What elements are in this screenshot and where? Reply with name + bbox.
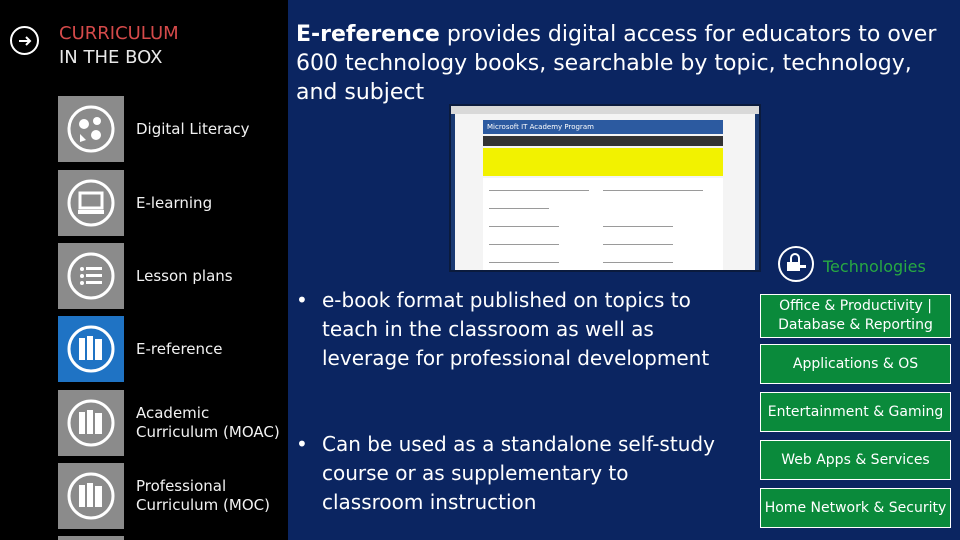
tech-button-applications-os[interactable]: Applications & OS [760, 344, 951, 384]
brand [59, 22, 179, 70]
screenshot-highlight [483, 148, 723, 176]
sidebar-tile-e-reference[interactable] [58, 316, 124, 382]
sidebar-tile-professional-curriculum[interactable] [58, 463, 124, 529]
technologies-icon [778, 246, 814, 282]
tech-button-web-apps-services[interactable]: Web Apps & Services [760, 440, 951, 480]
sidebar-item-sublabel: Curriculum (MOC) [136, 496, 270, 514]
browser-bar [451, 106, 759, 114]
books-icon [66, 471, 116, 521]
books-icon [66, 398, 116, 448]
brand-line-2: IN THE BOX [59, 47, 163, 68]
sidebar-item-label: Lesson plans [136, 267, 233, 285]
sidebar [0, 0, 288, 540]
technologies-title: Technologies [823, 257, 926, 276]
sidebar-tile-e-learning[interactable] [58, 170, 124, 236]
e-reference-screenshot [449, 104, 761, 272]
tech-button-entertainment-gaming[interactable]: Entertainment & Gaming [760, 392, 951, 432]
back-button[interactable] [10, 26, 39, 55]
screenshot-banner: Microsoft IT Academy Program [483, 120, 723, 134]
headline-bold: E-reference [296, 22, 440, 47]
arrow-right-icon [17, 33, 33, 49]
sidebar-label-academic-curriculum[interactable] [136, 404, 280, 442]
sidebar-tile-next-partial[interactable] [58, 536, 124, 540]
sidebar-label-e-reference[interactable] [136, 340, 223, 359]
sidebar-item-label: Digital Literacy [136, 120, 250, 138]
screenshot-form [483, 178, 723, 272]
brand-line-1: CURRICULUM [59, 23, 179, 44]
sidebar-item-sublabel: Curriculum (MOAC) [136, 423, 280, 441]
sidebar-item-label: Professional [136, 477, 227, 495]
sidebar-item-label: E-reference [136, 340, 223, 358]
sidebar-item-label: E-learning [136, 194, 213, 212]
page-headline [296, 20, 956, 107]
sidebar-item-label: Academic [136, 404, 210, 422]
sidebar-label-lesson-plans[interactable] [136, 267, 233, 286]
headline-text: provides digital access for educators to over 600 technology books, searchable by topic, technology, and subject [296, 22, 937, 105]
sidebar-tile-academic-curriculum[interactable] [58, 390, 124, 456]
sidebar-label-e-learning[interactable] [136, 194, 212, 213]
tech-button-home-network-security[interactable]: Home Network & Security [760, 488, 951, 528]
sidebar-tile-lesson-plans[interactable] [58, 243, 124, 309]
sidebar-tile-digital-literacy[interactable] [58, 96, 124, 162]
screenshot-nav [483, 136, 723, 146]
computer-icon [66, 178, 116, 228]
technology-icon [784, 252, 808, 276]
sidebar-label-digital-literacy[interactable] [136, 120, 250, 139]
sidebar-label-professional-curriculum[interactable] [136, 477, 270, 515]
bullet-item: • e-book format published on topics to teach in the classroom as well as leverage for professional development [296, 286, 716, 373]
list-icon [66, 251, 116, 301]
books-icon [66, 324, 116, 374]
digital-literacy-icon [66, 104, 116, 154]
tech-button-office-productivity[interactable]: Office & Productivity | Database & Reporting [760, 294, 951, 338]
bullet-item: • Can be used as a standalone self-study course or as supplementary to classroom instruction [296, 430, 726, 517]
